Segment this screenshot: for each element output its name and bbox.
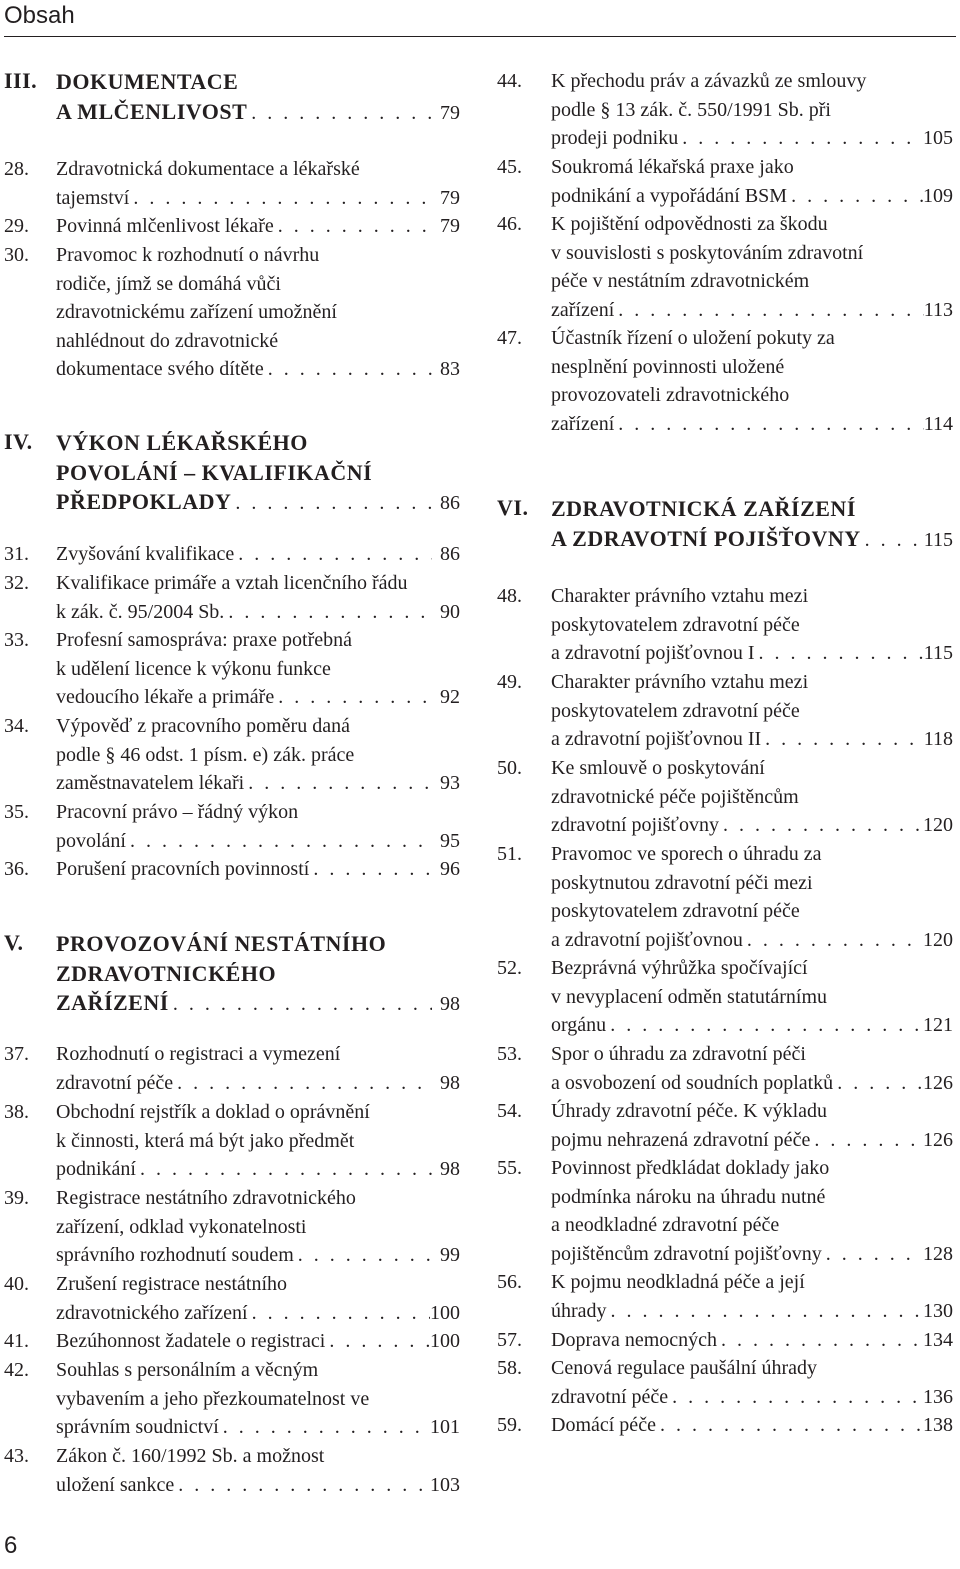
toc-leader-dots	[678, 124, 923, 153]
toc-entry-line: podle § 46 odst. 1 písm. e) zák. práce	[56, 743, 355, 766]
toc-entry-line	[56, 355, 460, 384]
toc-page-number: 130	[923, 1299, 953, 1322]
toc-entry-line	[56, 1069, 460, 1098]
toc-leader-dots	[224, 598, 432, 627]
toc-entry-title	[551, 153, 953, 210]
toc-leader-dots	[234, 540, 432, 569]
toc-entry-number: 53.	[497, 1043, 522, 1065]
toc-entry-line-text: zdravotní péče	[551, 1385, 669, 1408]
toc-entry-line: zdravotnickému zařízení umožnění	[56, 301, 337, 324]
toc-page-number: 118	[923, 728, 953, 751]
toc-leader-dots	[173, 1069, 432, 1098]
toc-page-number: 86	[440, 543, 460, 565]
toc-entry-title	[551, 754, 953, 840]
toc-entry-line	[56, 827, 460, 856]
toc-entry-line: poskytovatelem zdravotní péče	[551, 699, 800, 722]
toc-entry-number: 41.	[4, 1330, 29, 1352]
toc-entry-line: vybavením a jeho přezkoumatelnost ve	[56, 1387, 370, 1410]
page-number: 6	[4, 1532, 18, 1559]
toc-entry-title	[56, 540, 460, 569]
toc-entry-line-text: podnikání	[56, 1158, 136, 1181]
toc-entry-line: ZDRAVOTNICKÁ ZAŘÍZENÍ	[551, 496, 856, 521]
toc-entry-number: VI.	[497, 495, 529, 520]
toc-entry-title	[551, 210, 953, 324]
toc-entry-title	[56, 428, 460, 517]
toc-entry-line: Účastník řízení o uložení pokuty za	[551, 327, 835, 349]
toc-entry-line-text: tajemství	[56, 186, 130, 209]
toc-leader-dots	[719, 811, 923, 840]
toc-entry-title	[551, 1354, 953, 1411]
toc-entry-title	[56, 1270, 460, 1327]
toc-entry-line-text: správního rozhodnutí soudem	[56, 1244, 294, 1267]
toc-entry-title	[56, 1040, 460, 1097]
toc-entry-line: podmínka nároku na úhradu nutné	[551, 1185, 826, 1208]
toc-page-number: 100	[430, 1301, 460, 1324]
toc-entry-line-text: pojištěncům zdravotní pojišťovny	[551, 1242, 822, 1265]
toc-entry-line: Rozhodnutí o registraci a vymezení	[56, 1043, 341, 1065]
toc-entry-line-text: zaměstnavatelem lékaři	[56, 772, 245, 795]
toc-entry-line: k činnosti, která má být jako předmět	[56, 1129, 355, 1152]
toc-page-number: 120	[923, 814, 953, 837]
toc-entry-line	[56, 1327, 460, 1356]
toc-entry-number: 29.	[4, 215, 29, 237]
page-header	[4, 0, 956, 37]
toc-entry-number: 33.	[4, 629, 29, 651]
toc-leader-dots	[755, 639, 924, 668]
toc-page-number: 128	[923, 1242, 953, 1265]
toc-entry-line: a neodkladné zdravotní péče	[551, 1214, 780, 1237]
toc-entry-line: Charakter právního vztahu mezi	[551, 671, 809, 693]
toc-page-number: 86	[440, 492, 460, 514]
toc-entry-line-text: uložení sankce	[56, 1473, 175, 1496]
toc-page-number: 90	[440, 600, 460, 623]
toc-entry-line-text: prodeji podniku	[551, 127, 679, 150]
toc-entry-line-text: ZAŘÍZENÍ	[56, 990, 169, 1015]
toc-entry-title	[56, 855, 460, 884]
toc-entry-number: 39.	[4, 1187, 29, 1209]
toc-leader-dots	[861, 526, 924, 554]
toc-entry-number: 46.	[497, 213, 522, 235]
toc-leader-dots	[274, 683, 432, 712]
toc-entry-number: 55.	[497, 1157, 522, 1179]
toc-page-number: 114	[923, 412, 953, 435]
toc-leader-dots	[668, 1383, 923, 1412]
toc-page-number: 126	[923, 1128, 953, 1151]
toc-leader-dots	[325, 1327, 430, 1356]
toc-entry-title	[551, 1411, 953, 1440]
toc-entry-line-text: vedoucího lékaře a primáře	[56, 686, 275, 709]
toc-entry-line	[56, 1241, 460, 1270]
toc-leader-dots	[833, 1069, 923, 1098]
toc-entry-line-text: podnikání a vypořádání BSM	[551, 184, 788, 207]
toc-entry-number: 57.	[497, 1329, 522, 1351]
toc-page-number: 120	[923, 928, 953, 951]
toc-entry-number: V.	[4, 930, 24, 955]
toc-entry-line	[56, 1471, 460, 1500]
toc-leader-dots	[309, 855, 432, 884]
toc-leader-dots	[136, 1155, 432, 1184]
toc-entry-line-text: a osvobození od soudních poplatků	[551, 1071, 834, 1094]
toc-entry-line-text: A MLČENLIVOST	[56, 98, 248, 124]
toc-entry-line-text: A ZDRAVOTNÍ POJIŠŤOVNY	[551, 525, 861, 551]
toc-leader-dots	[274, 212, 432, 241]
toc-entry-line: K přechodu práv a závazků ze smlouvy	[551, 70, 867, 92]
toc-entry-line: nesplnění povinnosti uložené	[551, 355, 785, 378]
toc-entry-line: Pravomoc ve sporech o úhradu za	[551, 843, 822, 865]
toc-entry-line: DOKUMENTACE	[56, 69, 239, 94]
toc-entry-line: poskytovatelem zdravotní péče	[551, 613, 800, 636]
toc-page-number: 92	[440, 686, 460, 709]
toc-entry-line: poskytnutou zdravotní péči mezi	[551, 871, 813, 894]
toc-entry-line-text: Bezúhonnost žadatele o registraci	[56, 1330, 326, 1352]
toc-page-number: 136	[923, 1385, 953, 1408]
toc-entry-line: Charakter právního vztahu mezi	[551, 585, 809, 607]
toc-page-number: 101	[430, 1416, 460, 1439]
toc-entry-title	[56, 1442, 460, 1499]
toc-page-number: 98	[440, 1158, 460, 1181]
toc-entry-line-text: povolání	[56, 829, 126, 852]
toc-leader-dots	[129, 184, 432, 213]
toc-entry-line	[56, 1155, 460, 1184]
toc-page-number: 98	[440, 993, 460, 1015]
toc-entry-title	[56, 67, 460, 126]
toc-entry-title	[551, 1097, 953, 1154]
toc-entry-number: 37.	[4, 1043, 29, 1065]
toc-entry-number: IV.	[4, 429, 33, 454]
toc-leader-dots	[174, 1471, 430, 1500]
toc-entry-line	[551, 725, 953, 754]
toc-leader-dots	[219, 1413, 430, 1442]
toc-leader-dots	[248, 1299, 430, 1328]
toc-entry-line-text: zdravotnického zařízení	[56, 1301, 248, 1324]
toc-entry-line	[56, 598, 460, 627]
toc-entry-line	[551, 1126, 953, 1155]
toc-entry-title	[56, 1356, 460, 1442]
toc-entry-line	[551, 1383, 953, 1412]
toc-leader-dots	[231, 489, 432, 517]
toc-entry-title	[56, 1327, 460, 1356]
toc-entry-line	[56, 540, 460, 569]
toc-page-number: 95	[440, 829, 460, 852]
toc-entry-line	[551, 1326, 953, 1355]
toc-entry-line-text: a zdravotní pojišťovnou I	[551, 642, 755, 665]
toc-entry-line	[551, 1011, 953, 1040]
toc-entry-title	[56, 569, 460, 626]
toc-leader-dots	[787, 182, 923, 211]
toc-entry-number: 48.	[497, 585, 522, 607]
toc-entry-title	[56, 212, 460, 241]
toc-entry-line	[551, 296, 953, 325]
toc-entry-number: 51.	[497, 843, 522, 865]
toc-entry-line-text: Domácí péče	[551, 1414, 656, 1436]
toc-entry-line: Úhrady zdravotní péče. K výkladu	[551, 1100, 828, 1122]
toc-entry-title	[56, 712, 460, 798]
toc-entry-number: 59.	[497, 1414, 522, 1436]
toc-entry-line: v souvislosti s poskytováním zdravotní	[551, 241, 864, 264]
toc-entry-line: Profesní samospráva: praxe potřebná	[56, 629, 353, 651]
toc-entry-line: VÝKON LÉKAŘSKÉHO	[56, 430, 308, 455]
toc-entry-line	[56, 1413, 460, 1442]
toc-leader-dots	[264, 355, 432, 384]
toc-entry-title	[551, 67, 953, 153]
toc-entry-line	[56, 97, 460, 127]
toc-entry-line: K pojmu neodkladná péče a její	[551, 1271, 805, 1293]
toc-entry-line-text: zařízení	[551, 412, 615, 435]
toc-entry-number: 28.	[4, 158, 29, 180]
toc-entry-line-text: Zvyšování kvalifikace	[56, 543, 235, 565]
toc-entry-line: Pravomoc k rozhodnutí o návrhu	[56, 244, 320, 266]
toc-entry-line: provozovateli zdravotnického	[551, 384, 790, 407]
toc-entry-line: K pojištění odpovědnosti za škodu	[551, 213, 828, 235]
toc-entry-line: Souhlas s personálním a věcným	[56, 1359, 319, 1381]
toc-entry-line-text: PŘEDPOKLADY	[56, 489, 232, 514]
toc-leader-dots	[614, 410, 923, 439]
toc-entry-line: zařízení, odklad vykonatelnosti	[56, 1215, 307, 1238]
toc-entry-number: 52.	[497, 957, 522, 979]
toc-leader-dots	[810, 1126, 923, 1155]
toc-entry-line	[56, 184, 460, 213]
toc-entry-number: 38.	[4, 1101, 29, 1123]
toc-leader-dots	[244, 769, 432, 798]
toc-entry-title	[551, 1154, 953, 1268]
toc-entry-line: k udělení licence k výkonu funkce	[56, 657, 331, 680]
toc-page-number: 134	[923, 1329, 953, 1351]
toc-entry-line: poskytovatelem zdravotní péče	[551, 900, 800, 923]
toc-entry-title	[56, 1098, 460, 1184]
toc-entry-title	[56, 929, 460, 1018]
toc-entry-line-text: zdravotní pojišťovny	[551, 814, 719, 837]
toc-entry-number: 50.	[497, 757, 522, 779]
toc-entry-line-text: orgánu	[551, 1014, 607, 1037]
toc-entry-line: péče v nestátním zdravotnickém	[551, 270, 810, 293]
toc-page-number: 115	[923, 528, 953, 551]
toc-entry-title	[56, 155, 460, 212]
toc-entry-line-text: pojmu nehrazená zdravotní péče	[551, 1128, 811, 1151]
toc-entry-line-text: zdravotní péče	[56, 1071, 174, 1094]
toc-entry-line: zdravotnické péče pojištěncům	[551, 785, 799, 808]
toc-entry-title	[56, 798, 460, 855]
toc-leader-dots	[656, 1411, 923, 1440]
toc-entry-line	[56, 212, 460, 241]
toc-page-number: 79	[440, 101, 460, 124]
toc-entry-line	[551, 124, 953, 153]
toc-entry-line	[551, 410, 953, 439]
toc-page-number: 109	[923, 184, 953, 207]
toc-entry-line	[551, 811, 953, 840]
toc-page-number: 96	[440, 858, 460, 880]
toc-entry-number: 36.	[4, 858, 29, 880]
toc-entry-number: 43.	[4, 1445, 29, 1467]
toc-entry-title	[56, 241, 460, 384]
toc-entry-line: POVOLÁNÍ – KVALIFIKAČNÍ	[56, 459, 373, 485]
toc-entry-number: 35.	[4, 801, 29, 823]
toc-entry-number: 47.	[497, 327, 522, 349]
toc-entry-number: 34.	[4, 715, 29, 737]
toc-entry-line: podle § 13 zák. č. 550/1991 Sb. při	[551, 98, 831, 121]
toc-entry-title	[56, 626, 460, 712]
toc-page-number: 79	[440, 186, 460, 209]
toc-leader-dots	[614, 296, 923, 325]
toc-entry-line: Obchodní rejstřík a doklad o oprávnění	[56, 1101, 370, 1123]
toc-page-number: 126	[923, 1071, 953, 1094]
toc-entry-number: 56.	[497, 1271, 522, 1293]
toc-page-number: 93	[440, 772, 460, 795]
toc-page-number: 100	[430, 1330, 460, 1352]
toc-page-number: 99	[440, 1244, 460, 1267]
toc-entry-line	[551, 1240, 953, 1269]
toc-entry-line: Registrace nestátního zdravotnického	[56, 1187, 356, 1209]
toc-entry-line: Výpověď z pracovního poměru daná	[56, 715, 350, 737]
toc-entry-number: 42.	[4, 1359, 29, 1381]
toc-entry-line-text: Porušení pracovních povinností	[56, 858, 310, 880]
toc-page-number: 115	[923, 642, 953, 665]
toc-entry-line-text: zařízení	[551, 298, 615, 321]
toc-page-number: 103	[430, 1473, 460, 1496]
toc-page-number: 98	[440, 1071, 460, 1094]
toc-entry-title	[551, 494, 953, 553]
toc-entry-title	[551, 324, 953, 438]
toc-entry-line-text: dokumentace svého dítěte	[56, 358, 264, 381]
toc-entry-line: nahlédnout do zdravotnické	[56, 329, 279, 352]
toc-entry-line-text: správním soudnictví	[56, 1416, 219, 1439]
toc-entry-line	[56, 988, 460, 1018]
toc-entry-line: Zákon č. 160/1992 Sb. a možnost	[56, 1445, 325, 1467]
toc-page-number: 113	[923, 298, 953, 321]
toc-page-number: 83	[440, 358, 460, 381]
toc-entry-line-text: a zdravotní pojišťovnou	[551, 928, 743, 951]
toc-leader-dots	[247, 99, 432, 127]
toc-entry-line	[551, 1069, 953, 1098]
toc-entry-number: 40.	[4, 1273, 29, 1295]
toc-leader-dots	[717, 1326, 923, 1355]
toc-entry-line: PROVOZOVÁNÍ NESTÁTNÍHO	[56, 931, 387, 956]
toc-leader-dots	[606, 1011, 923, 1040]
toc-leader-dots	[761, 725, 924, 754]
toc-entry-number: 49.	[497, 671, 522, 693]
toc-entry-line	[56, 855, 460, 884]
toc-entry-number: 31.	[4, 543, 29, 565]
toc-leader-dots	[126, 827, 432, 856]
toc-page-number: 105	[923, 127, 953, 150]
toc-entry-line-text: k zák. č. 95/2004 Sb.	[56, 600, 225, 623]
toc-entry-line-text: úhrady	[551, 1299, 607, 1322]
toc-leader-dots	[743, 926, 923, 955]
toc-entry-title	[551, 840, 953, 954]
toc-entry-line	[56, 1299, 460, 1328]
toc-entry-line: Cenová regulace paušální úhrady	[551, 1357, 818, 1379]
toc-page-number: 121	[923, 1014, 953, 1037]
toc-entry-title	[551, 1326, 953, 1355]
toc-entry-number: III.	[4, 68, 38, 93]
toc-entry-line	[551, 926, 953, 955]
toc-entry-line	[551, 1411, 953, 1440]
toc-entry-line	[551, 639, 953, 668]
toc-entry-line: Spor o úhradu za zdravotní péči	[551, 1043, 806, 1065]
toc-entry-line: ZDRAVOTNICKÉHO	[56, 960, 277, 986]
toc-entry-title	[551, 954, 953, 1040]
toc-entry-number: 32.	[4, 572, 29, 594]
toc-entry-line: Zrušení registrace nestátního	[56, 1273, 288, 1295]
toc-entry-line: Soukromá lékařská praxe jako	[551, 156, 794, 178]
toc-entry-line	[551, 524, 953, 554]
toc-page-number: 138	[923, 1414, 953, 1436]
toc-entry-line: Ke smlouvě o poskytování	[551, 757, 765, 779]
page-header-title: Obsah	[4, 2, 75, 29]
toc-page-number: 79	[440, 215, 460, 237]
toc-entry-line: Pracovní právo – řádný výkon	[56, 801, 299, 823]
toc-entry-line: Kvalifikace primáře a vztah licenčního řádu	[56, 572, 408, 594]
toc-entry-title	[551, 668, 953, 754]
toc-entry-line: Zdravotnická dokumentace a lékařské	[56, 158, 360, 180]
toc-entry-line	[56, 487, 460, 517]
toc-entry-line-text: Povinná mlčenlivost lékaře	[56, 215, 274, 237]
toc-entry-number: 54.	[497, 1100, 522, 1122]
toc-entry-title	[56, 1184, 460, 1270]
toc-entry-number: 44.	[497, 70, 522, 92]
toc-entry-line	[551, 182, 953, 211]
toc-entry-line	[56, 769, 460, 798]
toc-entry-line-text: a zdravotní pojišťovnou II	[551, 728, 762, 751]
toc-entry-line-text: Doprava nemocných	[551, 1329, 718, 1351]
toc-entry-line	[56, 683, 460, 712]
toc-leader-dots	[294, 1241, 432, 1270]
toc-entry-number: 45.	[497, 156, 522, 178]
toc-entry-line: v nevyplacení odměn statutárnímu	[551, 985, 828, 1008]
toc-leader-dots	[169, 990, 432, 1018]
toc-entry-line	[551, 1297, 953, 1326]
toc-leader-dots	[822, 1240, 923, 1269]
toc-entry-title	[551, 1040, 953, 1097]
toc-leader-dots	[607, 1297, 923, 1326]
toc-entry-line: Povinnost předkládat doklady jako	[551, 1157, 830, 1179]
toc-entry-number: 58.	[497, 1357, 522, 1379]
toc-entry-title	[551, 1268, 953, 1325]
toc-entry-line: rodiče, jímž se domáhá vůči	[56, 272, 281, 295]
toc-entry-line: Bezprávná výhrůžka spočívající	[551, 957, 808, 979]
toc-entry-title	[551, 582, 953, 668]
toc-entry-number: 30.	[4, 244, 29, 266]
